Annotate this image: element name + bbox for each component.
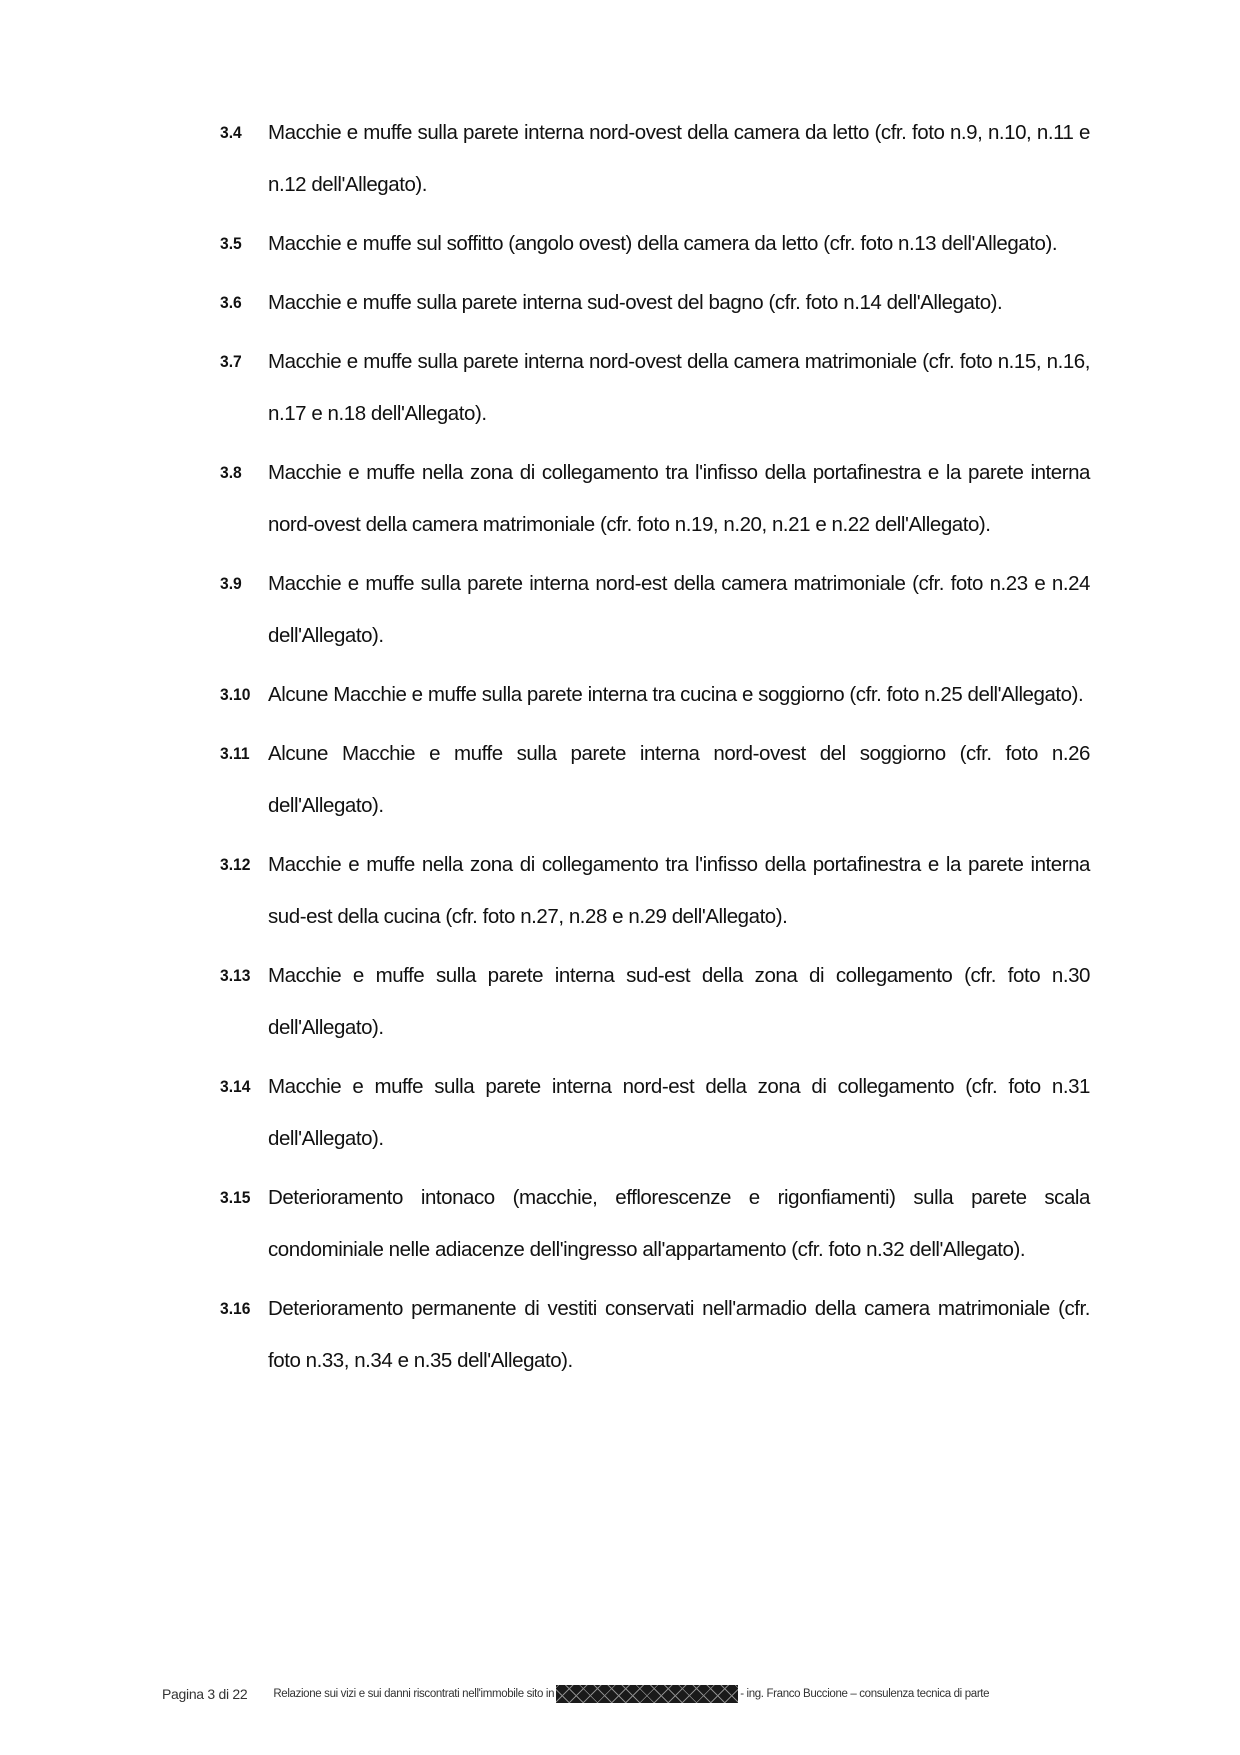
list-item — [220, 349, 1090, 440]
list-item — [220, 741, 1090, 832]
item-text: Macchie e muffe sulla parete interna sud-est della zona di collegamento (cfr. foto n.30 dell'Allegato). — [268, 964, 1090, 1039]
item-text: Macchie e muffe sulla parete interna nord-est della camera matrimoniale (cfr. foto n.23 e n.24 dell'Allegato). — [268, 572, 1090, 647]
footer-text-after: - ing. Franco Buccione – consulenza tecnica di parte — [740, 1688, 990, 1700]
list-item — [220, 963, 1090, 1054]
page-number: Pagina 3 di 22 — [162, 1686, 248, 1702]
redacted-address — [556, 1685, 738, 1703]
list-item — [220, 852, 1090, 943]
item-text: Deterioramento permanente di vestiti conservati nell'armadio della camera matrimoniale (cfr. foto n.33, n.34 e n.35 dell'Allegato). — [268, 1297, 1090, 1372]
item-text: Alcune Macchie e muffe sulla parete interna tra cucina e soggiorno (cfr. foto n.25 dell'Allegato). — [268, 683, 1084, 706]
item-number: 3.11 — [220, 744, 250, 763]
list-item — [220, 682, 1090, 721]
item-number: 3.5 — [220, 234, 242, 253]
list-item — [220, 120, 1090, 211]
item-number: 3.4 — [220, 123, 242, 142]
item-number: 3.9 — [220, 574, 242, 593]
page-footer — [162, 1683, 1082, 1705]
item-number: 3.6 — [220, 293, 242, 312]
item-text: Macchie e muffe sul soffitto (angolo ovest) della camera da letto (cfr. foto n.13 dell'Allegato). — [268, 232, 1058, 255]
list-item — [220, 1296, 1090, 1387]
list-item — [220, 290, 1090, 329]
item-number: 3.10 — [220, 685, 251, 704]
item-number: 3.7 — [220, 352, 242, 371]
item-text: Deterioramento intonaco (macchie, efflorescenze e rigonfiamenti) sulla parete scala condominiale nelle adiacenze dell'ingresso all'appartamento (cfr. foto n.32 dell'Allegato). — [268, 1186, 1090, 1261]
item-number: 3.16 — [220, 1299, 251, 1318]
item-number: 3.14 — [220, 1077, 251, 1096]
list-item — [220, 231, 1090, 270]
item-number: 3.13 — [220, 966, 251, 985]
list-item — [220, 1074, 1090, 1165]
item-text: Alcune Macchie e muffe sulla parete interna nord-ovest del soggiorno (cfr. foto n.26 dell'Allegato). — [268, 742, 1090, 817]
item-number: 3.12 — [220, 855, 251, 874]
list-item — [220, 1185, 1090, 1276]
item-number: 3.8 — [220, 463, 242, 482]
item-list — [220, 120, 1090, 1407]
item-text: Macchie e muffe sulla parete interna sud-ovest del bagno (cfr. foto n.14 dell'Allegato). — [268, 291, 1003, 314]
item-text: Macchie e muffe nella zona di collegamento tra l'infisso della portafinestra e la parete interna sud-est della cucina (cfr. foto n.27, n.28 e n.29 dell'Allegato). — [268, 853, 1090, 928]
item-text: Macchie e muffe sulla parete interna nord-ovest della camera matrimoniale (cfr. foto n.15, n.16, n.17 e n.18 dell'Allegato). — [268, 350, 1090, 425]
list-item — [220, 460, 1090, 551]
item-text: Macchie e muffe sulla parete interna nord-est della zona di collegamento (cfr. foto n.31 dell'Allegato). — [268, 1075, 1090, 1150]
item-text: Macchie e muffe sulla parete interna nord-ovest della camera da letto (cfr. foto n.9, n.10, n.11 e n.12 dell'Allegato). — [268, 121, 1090, 196]
item-number: 3.15 — [220, 1188, 251, 1207]
footer-text-before: Relazione sui vizi e sui danni riscontrati nell'immobile sito in — [273, 1688, 555, 1700]
list-item — [220, 571, 1090, 662]
item-text: Macchie e muffe nella zona di collegamento tra l'infisso della portafinestra e la parete interna nord-ovest della camera matrimoniale (cfr. foto n.19, n.20, n.21 e n.22 dell'Allegato). — [268, 461, 1090, 536]
